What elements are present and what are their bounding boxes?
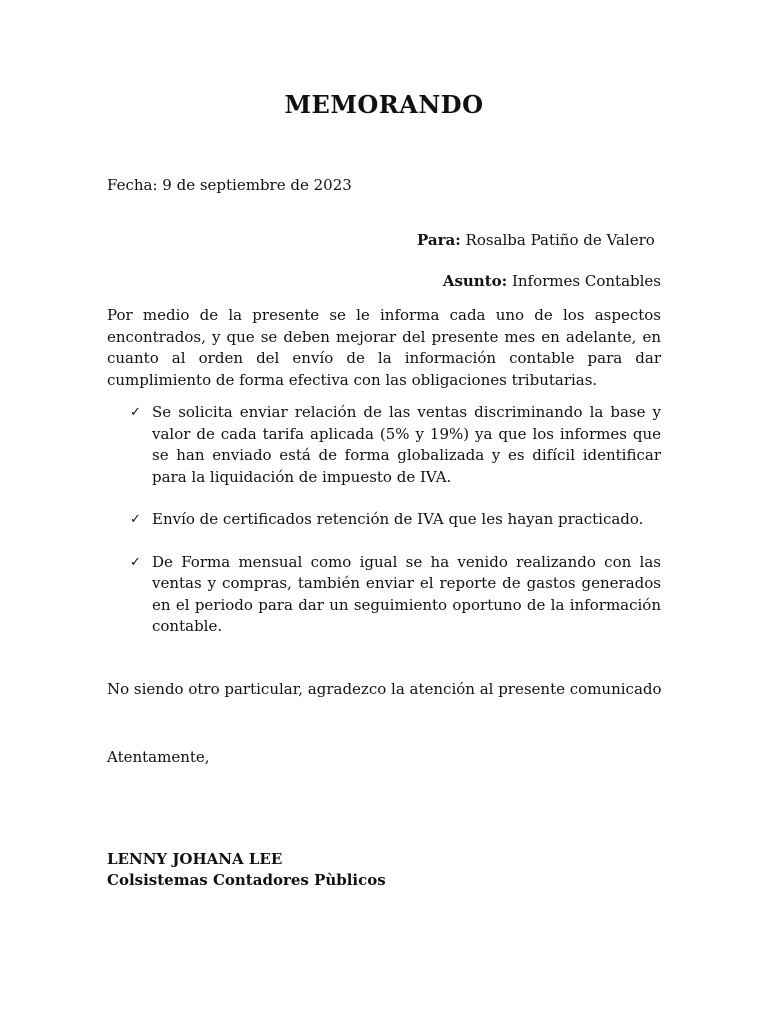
signature-name: LENNY JOHANA LEE — [107, 850, 283, 868]
bullet-list — [107, 402, 661, 659]
list-item-text: Envío de certificados retención de IVA que les hayan practicado. — [152, 510, 644, 528]
recipient-label: Para: — [417, 231, 461, 249]
signature-company: Colsistemas Contadores Pùblicos — [107, 871, 386, 889]
date-line: Fecha: 9 de septiembre de 2023 — [107, 176, 352, 194]
subject-value: Informes Contables — [511, 272, 661, 290]
list-item-text: Se solicita enviar relación de las ventas discriminando la base y valor de cada tarifa aplicada (5% y 19%) ya que los informes que se han enviado está de forma globalizada y es difícil identificar para la liquidación de impuesto de IVA. — [152, 403, 661, 486]
memo-title: MEMORANDO — [284, 90, 484, 119]
checkmark-icon: ✓ — [130, 512, 141, 527]
list-item — [107, 402, 661, 488]
list-item — [107, 552, 661, 638]
checkmark-icon: ✓ — [130, 554, 141, 570]
recipient-name: Rosalba Patiño de Valero — [465, 231, 655, 249]
list-item — [107, 509, 661, 531]
regards-line: Atentamente, — [107, 748, 210, 766]
subject-line — [443, 272, 661, 290]
intro-paragraph: Por medio de la presente se le informa cada uno de los aspectos encontrados, y que se deben mejorar del presente mes en adelante, en cuanto al orden del envío de la información contable para dar cumplimiento de forma efectiva con las obligaciones tributarias. — [107, 306, 661, 389]
subject-label: Asunto: — [442, 272, 508, 290]
recipient-line — [417, 231, 655, 249]
checkmark-icon: ✓ — [130, 405, 141, 420]
closing-line: No siendo otro particular, agradezco la atención al presente comunicado — [107, 680, 662, 698]
list-item-text: De Forma mensual como igual se ha venido realizando con las ventas y compras, también enviar el reporte de gastos generados en el periodo para dar un seguimiento oportuno de la información contable. — [152, 552, 661, 635]
